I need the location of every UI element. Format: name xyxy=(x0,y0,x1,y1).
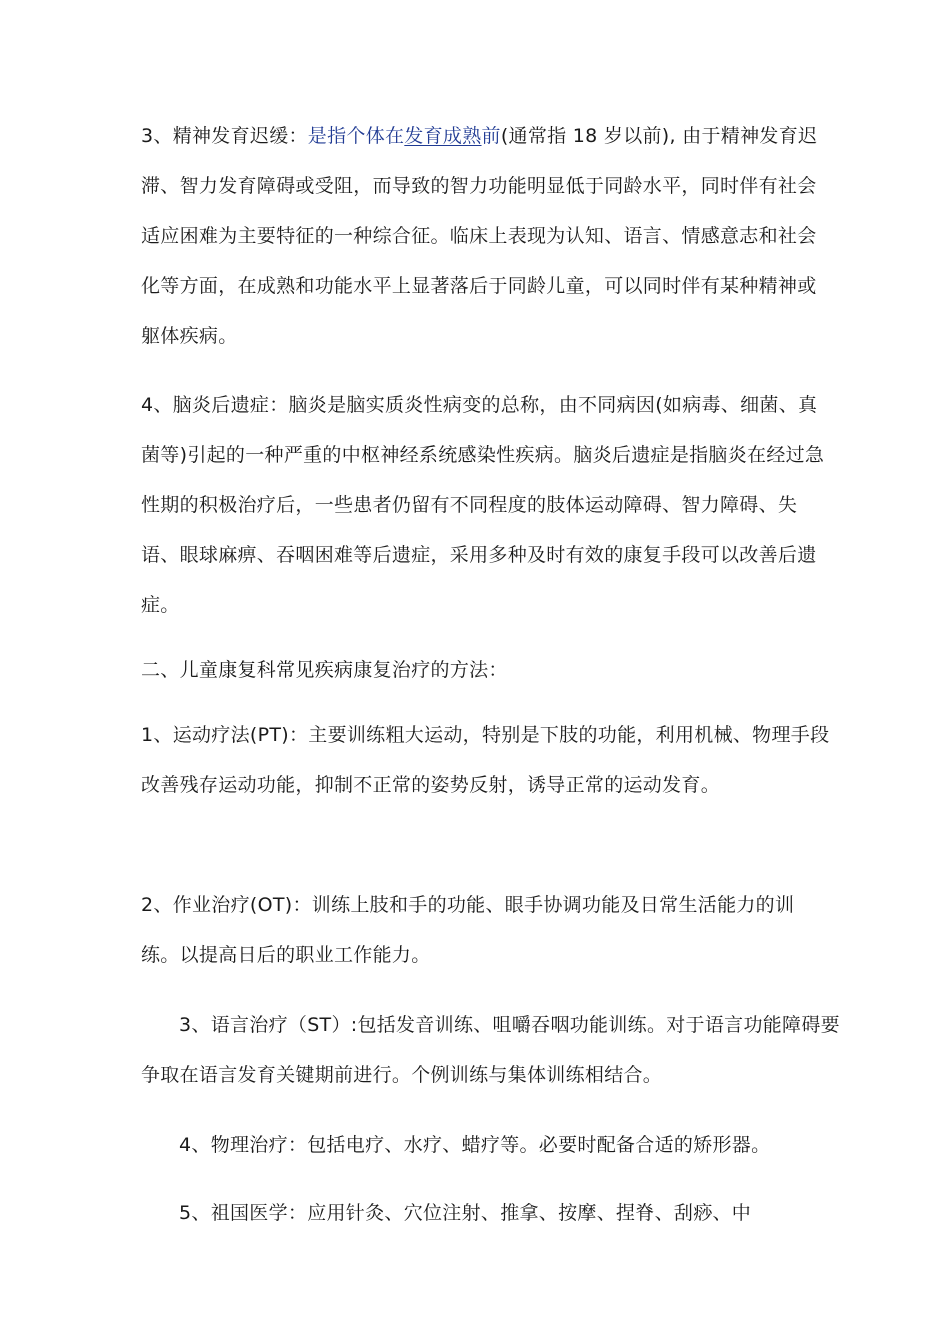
section-heading-methods xyxy=(141,645,831,695)
heading-part-b: 康复科常见疾病 xyxy=(218,659,354,681)
heading-part-c: 康复治疗的方法： xyxy=(353,659,508,681)
section3-link-b[interactable]: 发育成熟 xyxy=(404,125,482,147)
section3-link-a[interactable]: 是指个体在 xyxy=(307,125,405,147)
paragraph-physiotherapy: 4、物理治疗：包括电疗、水疗、蜡疗等。必要时配备合适的矫形器。 xyxy=(179,1134,771,1156)
paragraph-mental-retardation xyxy=(141,111,831,361)
paragraph-chinese-medicine: 5、祖国医学：应用针灸、穴位注射、推拿、按摩、捏脊、刮痧、中 xyxy=(179,1202,752,1224)
paragraph-physical-therapy: 1、运动疗法(PT)：主要训练粗大运动，特别是下肢的功能，利用机械、物理手段改善残存运动功能，抑制不正常的姿势反射，诱导正常的运动发育。 xyxy=(141,724,830,796)
paragraph-occupational-therapy: 2、作业治疗(OT)：训练上肢和手的功能、眼手协调功能及日常生活能力的训练。以提高日后的职业工作能力。 xyxy=(141,894,795,966)
paragraph-encephalitis-sequelae: 4、脑炎后遗症：脑炎是脑实质炎性病变的总称，由不同病因(如病毒、细菌、真菌等)引起的一种严重的中枢神经系统感染性疾病。脑炎后遗症是指脑炎在经过急性期的积极治疗后，一些患者仍留有不同程度的肢体运动障碍、智力障碍、失语、眼球麻痹、吞咽困难等后遗症，采用多种及时有效的康复手段可以改善后遗症。 xyxy=(141,394,825,616)
section3-link-c[interactable]: 前 xyxy=(481,125,501,147)
heading-part-a: 二、儿童 xyxy=(141,659,219,681)
paragraph-speech-therapy: 3、语言治疗（ST）:包括发音训练、咀嚼吞咽功能训练。对于语言功能障碍要争取在语言发育关键期前进行。个例训练与集体训练相结合。 xyxy=(141,1014,840,1086)
section3-prefix: 3、精神发育迟缓： xyxy=(141,125,308,147)
section3-rest: (通常指 18 岁以前), 由于精神发育迟滞、智力发育障碍或受阻，而导致的智力功能明显低于同龄水平，同时伴有社会适应困难为主要特征的一种综合征。临床上表现为认知、语言、情感意志和社会化等方面，在成熟和功能水平上显著落后于同龄儿童，可以同时伴有某种精神或躯体疾病。 xyxy=(141,125,818,347)
